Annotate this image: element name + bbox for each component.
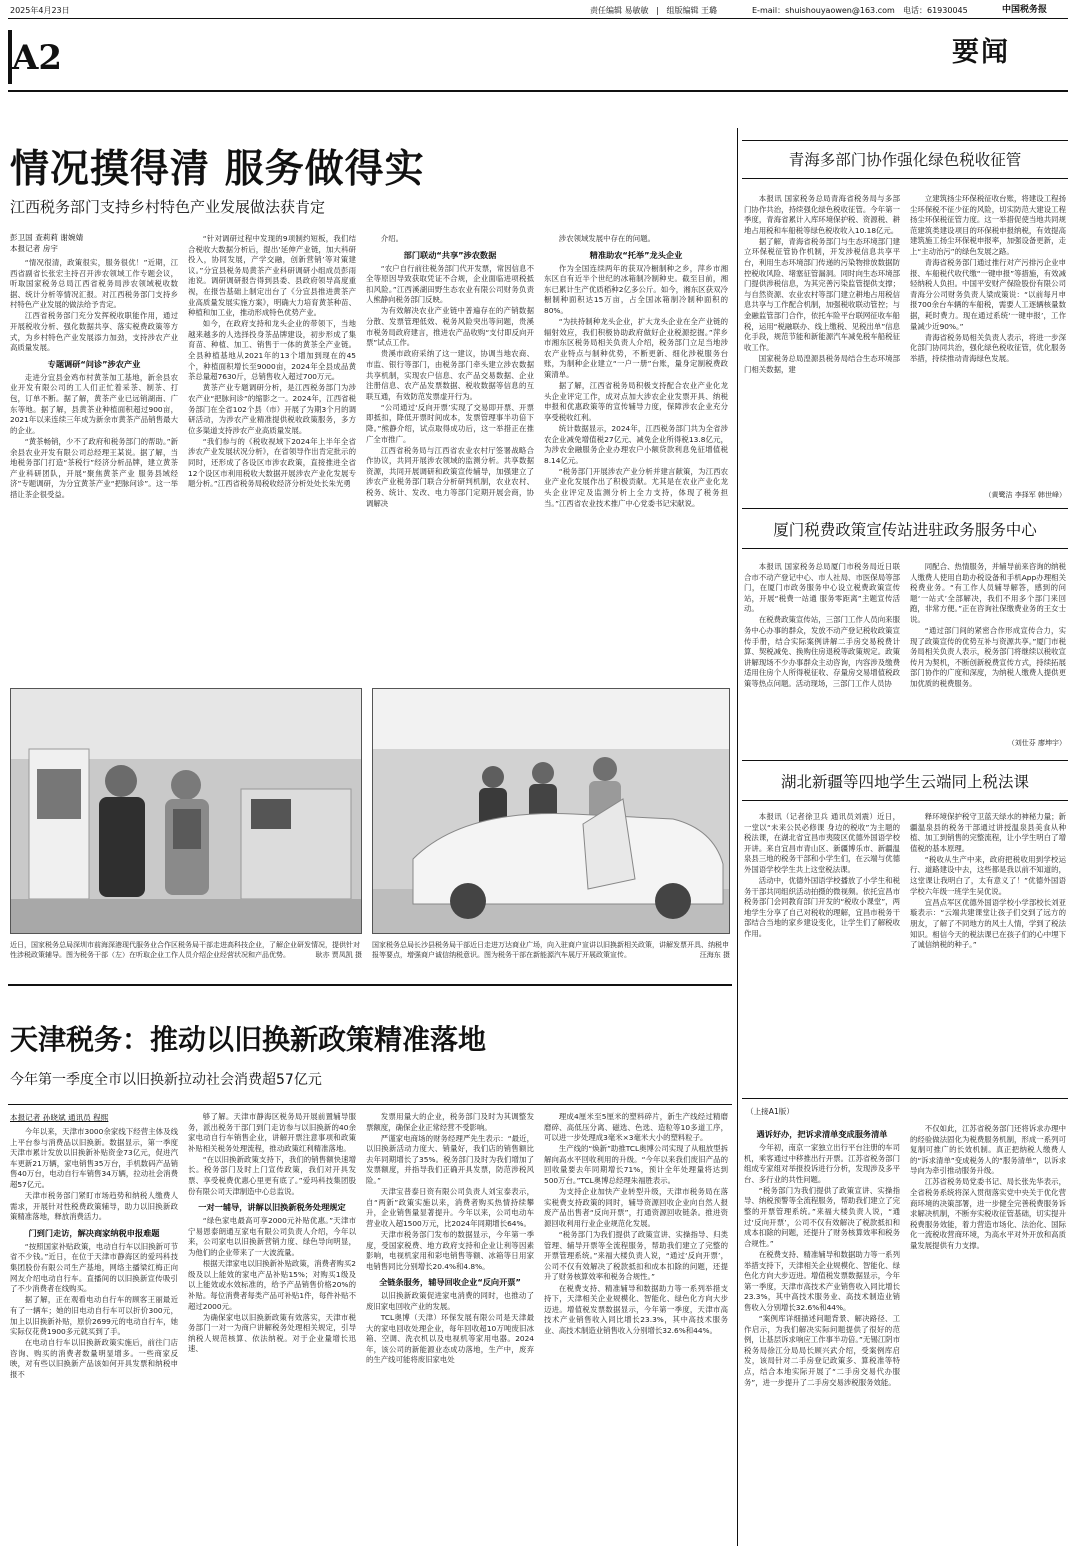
paragraph: 国家税务总局湟源县税务局结合生态环境部门相关数据，建 [744,353,900,374]
tianjin-subhead-2: 一对一辅导，讲解以旧换新税务处理规定 [198,1202,346,1213]
paragraph: TCL奥博（天津）环保发展有限公司是天津最大的家电回收处理企业，每年回收超10万吨废旧冰箱、空调、洗衣机以及电视机等家用电器。2024年，该公司的新能源业态成功落地，生产中，废弃的生产线可能将废旧家电处 [366,1313,534,1365]
paragraph: “税务部门为我们提供了政策宣讲、实操指导、归类管理、辅导开票等全流程服务，帮助我们建立了完整的开票管理系统。”来福大楼负责人说，“通过‘反向开票’，公司不仅有效解决了税款抵扣和成本扣除的问题，还提升了财务核算效率和税务合规性。” [544,1230,728,1282]
layout-label: 组版编辑 [666,6,699,15]
paragraph: 天津市税务部门发布的数据显示，今年第一季度，受国家税费、地方政府支持和企业让利等因素影响，电视机家用和彩电销售等额、冰箱等日用家电销售同比分别增长20.4%和4.8%。 [366,1230,534,1271]
header-date: 2025年4月23日 [10,6,70,15]
paragraph: 严谨家电商场的财务经理严先生表示：“最近，以旧换新活动力度大、销量好，我们店的销售额比去年同期增长了35%。税务部门及时为我们增加了发票额度，并指导我们正确开具发票，防范涉税风险。” [366,1133,534,1186]
art1-top-rule [742,140,1068,141]
masthead-bottom-rule [8,90,1068,92]
paragraph: 今年初，南京一家独立出行平台注册的车司机，乘客通过中移推出行开票。江苏省税务部门组成专家组对举报投诉进行分析，发现涉及多平台、多行业的共性问题。 [744,1143,900,1184]
art2-col2-text [910,562,1066,738]
continued-from-a1: （上接A1版） [746,1107,794,1116]
art3-column-2 [910,812,1066,1086]
paragraph: 为有效解决农业产业链中普遍存在的产销数据分散、发票管理低效、税务风险突出等问题，贵溪市税务局政府建言，推进农产品收购“支付即反向开票”试点工作。 [366,306,534,348]
art1-column-2 [910,194,1066,504]
tianjin-col1-text [10,1127,178,1541]
paragraph: 在税费支持、精准辅导和数据助力等一系列举措支持下，天津相关企业规模化、智能化、绿色化方向大步迈进。增值税发票数据显示，今年第一季度，天津市高技术产业销售收入同比增长23.3%，其中高技术服务业、高技术制造业销售收入分别增长32.6%和44%。 [744,1249,900,1312]
paragraph: 发票用量大的企业，税务部门及时为其调整发票额度，确保企业正常经营不受影响。 [366,1112,534,1132]
art1-column-1 [744,194,900,504]
paragraph: 据了解，正在观看电动自行车的顾客王丽最近有了一辆车；她的旧电动自行车可以折价300元，加上以旧换新补贴，原价2699元的电动自行车，她实际仅花费1900多元就买到了手。 [10,1295,178,1337]
photo-illustration [11,689,362,934]
lead-column-2 [188,234,356,672]
paragraph: 如今，在政府支持和龙头企业的带领下，当地越来越多的人选择投身茶品牌建设，初步形成了集育苗、种植、加工、销售于一体的黄茶全产业链。全县种植基地从2021年的13个增加到现在的45个，种植面积增长至9000亩，2024年全县成品黄茶总量超7630斤，总销售收入超过700万元。 [188,319,356,382]
art1-signature: （黄鹭洁 李择军 韩世峰） [984,491,1066,499]
paragraph: “税务部门开展涉农产业分析并建言献策，为江西农业产业化发展作出了积极贡献。尤其是在农业产业化龙头企业评定及监测分析上全力支持，体现了税务担当。”江西省农业技术推广中心党委书记宋献说。 [544,466,728,508]
photo-changsha-car-showroom [372,688,730,934]
header-phone: 电话：61930045 [903,6,968,15]
paragraph: 为确保家电以旧换新政策有效落实，天津市税务部门一对一为商户讲解税务处理相关规定，引导纳税人规范核算、依法纳税。对于企业量增长迅速、 [188,1312,356,1354]
lead-subhead-2: 部门联动“共享”涉农数据 [403,249,497,260]
lead-col1-text [10,258,178,663]
paragraph: 今年以来，天津市3000余家线下经营主体及线上平台参与消费品以旧换新。数据显示，第一季度天津市累计发放以旧换新补贴资金73亿元，促进汽车更新21万辆，家电销售35万台，手机数码产品销售40万台，电动自行车销售34万辆，拉动社会消费超57亿元。 [10,1127,178,1189]
page-number-bar [8,30,12,84]
tianjin-column-2 [188,1112,356,1544]
paragraph: “我们参与的《税收视域下2024年上半年全省涉农产业发展状况分析》，在省领导作出肯定批示的同时，还形成了各设区市涉农政策，直接推进全省12个设区市利用税收大数据开展涉农产业化发展专题分析。”江西省税务局税收经济分析处处长朱光勇 [188,436,356,489]
paragraph: 据了解，江西省税务局积极支持配合农业产业化龙头企业评定工作，成对点加大涉农企业发票开具、纳税申报和优惠政策等的宣传辅导力度，保障涉农企业充分享受税收红利。 [544,381,728,422]
paragraph: 据了解，青海省税务部门与生态环境部门建立环保税征管协作机制，开发涉税信息共享平台，利用生态环境部门传递的污染物排放数据防控税收风险、堵塞征管漏洞。同时向生态环境部门提供涉税信息，为其完善污染监管提供支撑；与自然资源、农业农村等部门建立耕地占用税信息共享与工作配合机制，加强税收联动管控；与金融监管部门合作，依托车险平台联网征收车船税，运用“税融联办、线上缴税、见税出单”信息化手段，规范节能和新能源汽车减免税车船税征收工作。 [744,236,900,352]
art4-column-2 [910,1124,1066,1544]
paragraph: 不仅如此，江苏省税务部门还将诉求办理中的经验做法固化为税费服务机制，形成一系列可复制可推广的长效机制。真正把纳税人缴费人的“诉求清单”变成税务人的“服务清单”，以诉求导向为牵引推动服务升级。 [910,1124,1066,1176]
art2-headline: 厦门税费政策宣传站进驻政务服务中心 [773,521,1037,539]
paragraph: “公司通过‘反向开票’实现了交易即开票、开票即抵扣，降低开票时间成本，发票管理事半功倍下降。”熊静介绍，试点取得成功后，这一举措正在推广全市推广。 [366,402,534,444]
photo1-credit: 耿亦 贾凤凯 摄 [315,951,362,959]
tianjin-subhead-3: 全链条服务，辅导回收企业“反向开票” [379,1277,521,1288]
lead-subhead-3: 精准助农“托举”龙头企业 [589,249,683,260]
paragraph: “通过部门间的紧密合作形成宣传合力，实现了政策宣传的优势互补与资源共享。”厦门市税务局相关负责人表示，税务部门将继续以税收宣传月为契机，不断创新税费宣传方式，持续拓展部门协作的广度和深度，为纳税人缴费人提供更加优质的税费服务。 [910,626,1066,689]
art1-headline: 青海多部门协作强化绿色税收征管 [788,151,1022,169]
paragraph: 同配合、热情服务，并辅导前来咨询的纳税人缴费人使用自助办税设备和手机App办理相关税费业务。“有工作人员辅导解答，感到的问题‘一站式’全部解决，我们不用多个部门来回跑，非常方便。”正在咨询社保缴费业务的王女士说。 [910,562,1066,624]
editor-label: 责任编辑 [590,6,622,15]
tianjin-byline: 本报记者 孙晓斌 通讯员 程熙 [10,1113,109,1122]
paragraph: 释环境保护税守卫蓝天绿水的神秘力量；新疆温泉县的税务干部通过讲授温泉县美食从种植、加工到销售的完整流程，让小学生明白了增值税的基本原理。 [910,812,1066,853]
photo-illustration [373,689,730,934]
paragraph: 活动中，优德外国语学校播放了小学生和税务干部共同组织活动拍摄的微视频。依托宜昌市税务部门会同教育部门开发的“税收小课堂”，两地学生分享了自己对税收的理解，宜昌市税务干部结合当地的家乡建设变化，让学生们了解税收作用。 [744,876,900,939]
paragraph: 宜昌点军区优德外国语学校小学部校长刘亚璇表示：“云端共建课堂让孩子们交到了远方的朋友，了解了不同地方的风土人情，学到了税法知识。相信今天的税法课已在孩子们的心中埋下了诚信纳税的种子。” [910,897,1066,950]
tianjin-column-1 [10,1112,178,1544]
paragraph: 涉农领域发展中存在的问题。 [558,234,655,243]
header-rule [8,18,1068,19]
art2-column-2 [910,562,1066,750]
paragraph: “案例库详细描述问题背景、解决路径、工作启示，为我们解决实际问题提供了很好的范例，让基层诉求响应工作事半功倍。”无锡江阴市税务局徐江分局局长顾兴武介绍，受案例库启发，该局针对二手房登记政策多、算税准等特点，结合本地实际开展了“二手房交易代办服务”，进一步提升了二手房交易涉税服务效能。 [744,1314,900,1387]
art4-subhead: 遇诉好办，把诉求清单变成服务清单 [756,1129,888,1139]
lead-subhead-1: 专题调研“问诊”涉农产业 [47,358,141,369]
paragraph: “针对调研过程中发现的9项制约短板，我们结合税收大数据分析后，提出‘延伸产业链，加大科研投入，协同发展，产学交融，创新营销’等对策建议。”分宜县税务局黄茶产业科研调研小组成员彭雨池说。调研调研报告得到县委、县政府领导高度重视，在报告基础上制定出台了《分宜县推进黄茶产业高质量发展实施方案》，明确大力培育黄茶种苗、种植和加工业，推动形成特色优势产业。 [188,234,356,318]
paragraph: 青海省税务部门通过推行对产污排污企业申报、车船税代收代缴“一键申报”等措施，有效减轻纳税人负担。中国平安财产保险股份有限公司青海分公司财务负责人梁成策说：“以前每月申报700余台车辆的车船税，需要人工逐辆核量数据，耗时费力。现在通过系统‘一键申报’，工作量减少近90%。” [910,258,1066,331]
editor-name: 易敏敏 [624,6,649,15]
tianjin-headline: 天津税务：推动以旧换新政策精准落地 [10,1023,487,1056]
tianjin-top-rule [8,984,732,986]
paragraph: 够了解。天津市静海区税务局开展前置辅导服务，派出税务干部门到门走访参与以旧换新的40余家电动自行车销售企业，讲解开票注意事项和政策补贴相关税务处理流程，推动政策红利精准落地。 [188,1112,356,1153]
photo1-caption [10,940,362,972]
photo2-caption-text: 国家税务总局长沙县税务局干部近日走进万达商业广场，向入驻商户宣讲以旧换新相关政策，讲解发票开具、纳税申报等要点，增强商户诚信纳税意识。图为税务干部在新能源汽车展厅开展政策宣传。 [372,941,729,959]
paragraph: 江西省税务部门充分发挥税收职能作用，通过开展税收分析、强化数据共享、落实税费政策等方式，为乡村特色产业发展添力加劲，支持涉农产业高质量发展。 [10,311,178,353]
paragraph: 在税费支持、精准辅导和数据助力等一系列举措支持下，天津相关企业规模化、智能化、绿色化方向大步迈进。增值税发票数据显示，今年第一季度，天津市高技术产业销售收入同比增长23.3%，其中高技术服务业、高技术制造业销售收入分别增长32.6%和44%。 [544,1283,728,1335]
paragraph: 本报讯 国家税务总局青海省税务局与多部门协作共治，持续强化绿色税收征管。今年第一季度，青海省累计入库环境保护税、资源税、耕地占用税和车船税等绿色税收收入10.18亿元。 [744,194,900,235]
paragraph: 走进分宜县金鸡布村黄茶加工基地，新余县农业开发有限公司的工人们正忙着采茶、制茶、打包，订单不断。据了解，黄茶产业已远销湖南、广东等地。据了解，县黄茶业种植面积超过900亩，2021年以来连续三年成为新余市黄茶产品销售最大的企业。 [10,372,178,435]
photo2-credit: 汪海东 摄 [699,951,730,959]
header-editors: 责任编辑 易敏敏 | 组版编辑 王璐 [590,6,718,15]
section-name: 要闻 [952,37,1010,68]
paragraph: 黄茶产业专题调研分析，是江西税务部门为涉农产业“把脉问诊”的缩影之一。2024年，江西省税务部门在全省102个县（市）开展了为期3个月的调研活动，为涉农产业精准提供税收政策服务，多方位多渠道支持涉农产业高质量发展。 [188,383,356,435]
paragraph: 为支持企业加快产业转型升级，天津市税务局在落实税费支持政策的同时，辅导资源回收企业向自然人报废产品出售者“反向开票”，打通资源回收链条。推进资源回收利用行业企业规范化发展。 [544,1187,728,1228]
art4-top-rule [742,1098,1068,1099]
paragraph: 贵溪市政府采纳了这一建议，协调当地农商、市监、银行等部门，由税务部门牵头建立涉农数据共享机制，实现农户信息、农产品交易数据、企业注册信息、农产品发票数据、税收数据等信息的互联互通，有效防范发票虚开行为。 [366,349,534,401]
tianjin-column-3 [366,1112,534,1544]
photo2-caption [372,940,730,972]
lead-column-3 [366,234,534,672]
art3-title-rule [742,800,1068,801]
side-divider [737,128,738,1546]
paragraph: “黄茶畅销，少不了政府和税务部门的帮助。”新余县农业开发有限公司总经理王某说。据了解，当地税务部门打造“茶税行”经济分析品牌，建立黄茶产业科研团队，开展“聚焦黄茶产业 服务县域经济”专题调研，为分宜黄茶产业“把脉问诊”。这一举措让茶企很受益。 [10,436,178,499]
paragraph: “情况很清，政策很实，服务很优！”近期，江西省副省长张宏主持召开涉农领域工作专题会议，听取国家税务总局江西省税务局涉农领域税收数据、统计分析等情况汇报。对江西税务部门支持乡村特色产业发展的做法给予肯定。 [10,258,178,310]
art1-title-rule [742,178,1068,179]
paragraph: “农户自行前往税务部门代开发票，常因信息不全等原因导致获取凭证不合规，企业面临进项税抵扣风险。”江西溪湖田野生态农业有限公司财务负责人熊静向税务部门反映。 [366,263,534,305]
tianjin-column-4 [544,1112,728,1544]
layout-name: 王璐 [701,6,718,15]
art1-col2-text [910,194,1066,490]
page-number: A2 [12,38,63,78]
lead-headline: 情况摸得清 服务做得实 [10,146,425,192]
paragraph: 本报讯 国家税务总局厦门市税务局近日联合市不动产登记中心、市人社局、市医保局等部门，在厦门市政务服务中心设立税费政策宣传站，开展“税费一站通 服务零距离”主题宣传活动。 [744,562,900,614]
header-email: E-mail：shuishouyaowen@163.com [752,6,895,15]
lead-byline-2: 本报记者 房宇 [10,244,58,253]
tianjin-subheadline: 今年第一季度全市以旧换新拉动社会消费超57亿元 [10,1072,322,1088]
paragraph: 青海省税务局相关负责人表示，将进一步深化部门协同共治，强化绿色税收征管，优化服务举措，持续推动青海绿色发展。 [910,332,1066,363]
paragraph: “在以旧换新政策支持下，我们的销售额快速增长。税务部门及时上门宣传政策，我们对开具发票、享受税费优惠心里更有底了。”爱玛科技集团股份有限公司天津制造中心总监说。 [188,1154,356,1196]
lead-column-4 [544,234,728,672]
lead-byline-1: 彭卫国 查莉莉 谢婉婧 [10,233,84,242]
art3-column-1 [744,812,900,1086]
paragraph: “税收从生产中来，政府把税收用到学校运行、道路建设中去，这些都是我以前不知道的，这堂课让我明白了，太有意义了！”优德外国语学校六年级一班学生吴优说。 [910,854,1066,896]
paragraph: 作为全国连续两年的获双冷橱制种之乡，萍乡市湘东区自有近半个世纪的冰箱制冷制种史。截至目前，湘东已累计生产优质稻种2亿多公斤。如今，湘东区获双冷橱制种面积达15万亩，占全国冰箱制冷制种面积的80%。 [544,263,728,315]
paragraph: 理成4厘米至5厘米的塑料碎片，新生产线经过精磨磨碎、高低压分离、磁选、色选、造粒等10多道工序，可以进一步处理成3毫米×3毫米大小的塑料粒子。 [544,1112,728,1143]
art2-signature: （刘仕芬 廖坤宇） [1007,739,1066,747]
art4-column-1 [744,1124,900,1544]
lead-subheadline: 江西税务部门支持乡村特色产业发展做法获肯定 [10,198,326,216]
paragraph: 介绍。 [380,234,403,243]
paragraph: 江西省税务局与江西省农业农村厅签署战略合作协议，共同开展涉农领域的监测分析。共享数据资源，共同开展调研和政策宣传辅导，加强建立了涉农产业税务部门联合分析研判机制，农业农村、税务、统计、发改、电力等部门定期开展会商，协调解决 [366,445,534,508]
paragraph: “绿色家电最高可享2000元补贴优惠。”天津市宁易恩泰朗通互家电有限公司负责人介绍，今年以来，公司家电以旧换新营销力度、绿色导向明显，为他们的企业带来了一大波流量。 [188,1216,356,1258]
paragraph: 生产线的“焕新”助推TCL奥博公司实现了从粗放型拆解向高水平回收利用的升级。“今年以来我们废旧产品的回收量要去年同期增长71%，预计全年处理量将达到500万台。”TCL奥博总经理朱福胜表示。 [544,1144,728,1186]
art4-col1-text [744,1143,900,1535]
paragraph: 以旧换新政策促进家电消费的同时，也推动了废旧家电回收产业的发展。 [366,1291,534,1311]
art2-title-rule [742,548,1068,549]
paragraph: 在电动自行车以旧换新政策实施后，前往门店咨询、购买的消费者数量明显增多。一些商家反映，对有些以旧换新产品该如何开具发票和纳税申报不 [10,1338,178,1379]
lead-column-1 [10,232,178,672]
paragraph: 天津宝普泰日资有限公司负责人刘宝泰表示，自“两新”政策实施以来，消费者购买热情持续攀升，企业销售量显著提升。今年以来，公司电动车营业收入超1500万元，比2024年同期增长64%。 [366,1187,534,1228]
art2-column-1 [744,562,900,750]
paragraph: 江苏省税务局党委书记、局长张先华表示，全省税务系统将深入贯彻落实党中央关于优化营商环境的决策部署，进一步健全完善税费服务诉求解决机制，不断夯实税收征管基础，切实提升税费服务效能，着力营造市场化、法治化、国际化一流税收营商环境，为高水平对外开放和高质量发展提供有力支撑。 [910,1177,1066,1251]
paragraph: 根据天津家电以旧换新补贴政策，消费者购买2级及以上能效的家电产品补贴15%；对购买1级及以上能效或水效标准的，给予产品销售价格20%的补贴。每位消费者每类产品可补贴1件，每件补贴不超过2000元。 [188,1259,356,1311]
paragraph: “按照国家补贴政策，电动自行车以旧换新可节省不少钱。”近日，在位于天津市静海区的爱玛科技集团股份有限公司生产基地，网络主播梁红梅正向网友介绍电动自行车。直播间的以旧换新宣传吸引了不少消费者在线购买。 [10,1241,178,1294]
photo-shenzhen-tax-visit [10,688,362,934]
art2-top-rule [742,508,1068,509]
art3-top-rule [742,760,1068,761]
paragraph: 本报讯（记者徐卫兵 通讯员刘震）近日，一堂以“未来公民必修课 身边的税收”为主题的税法课，在湖北省宜昌市夷陵区优德外国语学校开讲。来自宜昌市青山区、新疆博乐市、新疆温泉县三地的税务干部和小学生们，在云端与优德外国语学校学生共上这堂税法课。 [744,812,900,874]
art3-headline: 湖北新疆等四地学生云端同上税法课 [780,773,1029,791]
paragraph: “税务部门为我们提供了政策宣讲、实操指导、纳税预警等全流程服务，帮助我们建立了完整的开票管理系统。”来福大楼负责人说，“通过‘反向开票’，公司不仅有效解决了税款抵扣和成本扣除的问题，还提升了财务核算效率和税务合规性。” [744,1185,900,1248]
tianjin-subhead-1: 门到门走访，解决商家纳税申报难题 [28,1227,160,1238]
paragraph: 统计数据显示，2024年，江西税务部门共为全省涉农企业减免增值税27亿元、减免企业所得税13.8亿元，为涉农金融服务企业办理农户小额贷款利息免征增值税8.14亿元。 [544,424,728,465]
paragraph: 立建筑扬尘环保税征收台账，将建设工程扬尘环保税不征少征的风险，切实防范大建设工程扬尘环保税征管力度。这一举措促使当地共同规范建筑类建设项目的环保税申报纳税，有效提高建筑施工扬尘环保税申报率，加强设备更新，走上“主动治污”的绿色发展之路。 [910,194,1066,256]
header-paper-name: 中国税务报 [1002,5,1048,15]
paragraph: 在税费政策宣传站，三部门工作人员向来服务中心办事的群众，发放不动产登记税收政策宣传手册，结合实际案例讲解二手房交易税费计算、契税减免、换购住房退税等政策规定。政策讲解现场不少办事群众主动咨询，内容涉及缴费适用住房个人所得税征收、存量房交易增值税政策等热点问题。活动现场，三部门工作人员协 [744,615,900,689]
paragraph: “为扶持制种龙头企业，扩大龙头企业在全产业链的辐射效应，我们积极协助政府做好企业税源挖掘。”萍乡市湘东区税务局相关负责人介绍，税务部门立足当地涉农产业特点与制种优势，不断更新、细化涉税服务台账，为制种企业建立“一户一册”台账，量身定制税费政策清单。 [544,317,728,380]
paragraph: 天津市税务部门紧盯市场趋势和纳税人缴费人需求，开展针对性税费政策辅导，助力以旧换新政策精准落地，释放消费活力。 [10,1191,178,1222]
photo1-caption-text: 近日，国家税务总局深圳市前海深港现代服务业合作区税务局干部走进高科技企业，了解企业研发情况，提供针对性涉税政策辅导。图为税务干部（左）在听取企业工作人员介绍企业经营状况和产品优势。 [10,941,360,959]
tianjin-sub-rule [8,1104,732,1105]
